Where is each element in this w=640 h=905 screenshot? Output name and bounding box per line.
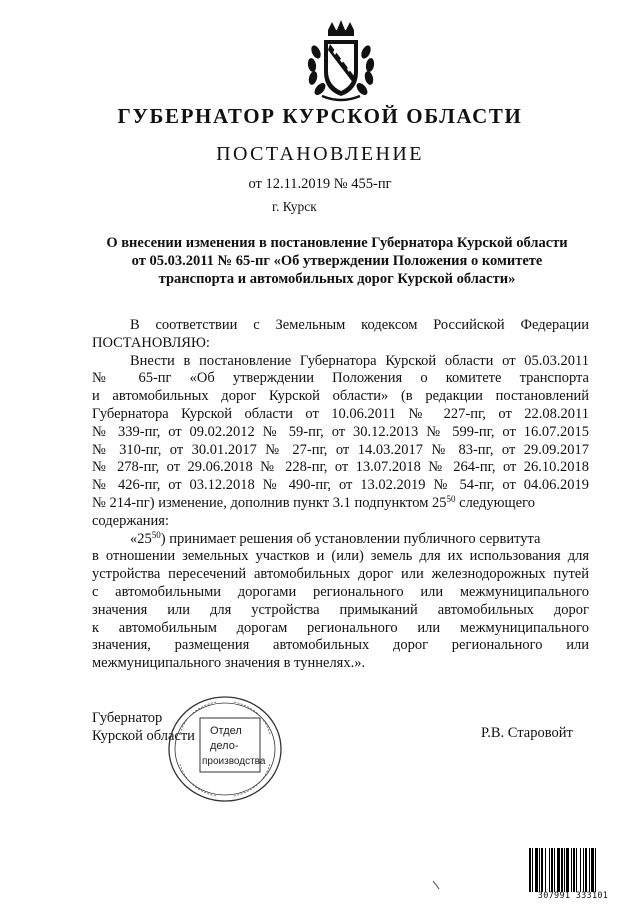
barcode-bar — [573, 848, 575, 892]
body-line: № 310-пг, от 30.01.2017 № 27-пг, от 14.03.2017 № 83-пг, от 29.09.2017 — [92, 441, 589, 458]
body-line: Губернатора Курской области от 10.06.2011 № 227-пг, от 22.08.2011 — [92, 405, 589, 422]
signatory-name: Р.В. Старовойт — [481, 725, 573, 741]
superscript: 50 — [151, 530, 161, 540]
heading-line: О внесении изменения в постановление Губернатора Курской области — [106, 235, 568, 251]
body-line: в отношении земельных участков и (или) земель для их использования для — [92, 548, 589, 565]
document-issuer-title: ГУБЕРНАТОР КУРСКОЙ ОБЛАСТИ — [117, 104, 523, 128]
body-line: № 426-пг, от 03.12.2018 № 490-пг, от 13.02.2019 № 54-пг, от 04.06.2019 — [92, 477, 589, 494]
signatory-position-line: Губернатор — [92, 710, 163, 726]
stamp-line: Отдел — [210, 725, 242, 737]
body-line — [92, 495, 589, 513]
barcode-bar — [576, 848, 577, 892]
barcode-bar — [535, 848, 538, 892]
body-line: значения, размещения автомобильных дорог регионального или — [92, 637, 589, 654]
body-text: ) принимает решения об установлении публичного сервитута — [160, 530, 541, 547]
body-line: Внести в постановление Губернатора Курской области от 05.03.2011 — [130, 352, 589, 369]
barcode-bar — [529, 848, 531, 892]
stamp-line: дело- — [210, 740, 239, 752]
document-body — [92, 317, 589, 673]
body-line: и автомобильных дорог Курской области» (в редакции постановлений — [92, 388, 589, 405]
barcode-bar — [561, 848, 563, 892]
body-line: № 339-пг, от 09.02.2012 № 59-пг, от 30.12.2013 № 599-пг, от 16.07.2015 — [92, 423, 589, 440]
body-line: В соответствии с Земельным кодексом Российской Федерации — [130, 317, 589, 333]
barcode-bar — [583, 848, 584, 892]
body-line: к автомобильным дорогам регионального или межмуниципального — [92, 619, 589, 636]
document-heading — [82, 234, 592, 288]
barcode-bar — [589, 848, 590, 892]
signatory-position-line: Курской области — [92, 728, 195, 744]
body-line — [92, 531, 589, 549]
body-line: устройства пересечений автомобильных дорог или железнодорожных путей — [92, 566, 589, 583]
barcode-bar — [549, 848, 550, 892]
body-line: № 65-пг «Об утверждении Положения о комитете транспорта — [92, 370, 589, 387]
barcode-bar — [591, 848, 594, 892]
barcode-bar — [580, 848, 581, 892]
barcode-bar — [557, 848, 560, 892]
document-type: ПОСТАНОВЛЕНИЕ — [216, 143, 424, 165]
barcode-bar — [554, 848, 555, 892]
document-city: г. Курск — [272, 199, 317, 214]
body-text: «25 — [130, 530, 152, 547]
body-line: содержания: — [92, 512, 170, 529]
heading-line: транспорта и автомобильных дорог Курской области» — [158, 271, 516, 287]
barcode-bar — [532, 848, 533, 892]
barcode-bar — [541, 848, 543, 892]
coat-of-arms-emblem — [302, 20, 380, 102]
office-stamp — [166, 694, 284, 804]
barcode-bar — [564, 848, 565, 892]
barcode-bar — [539, 848, 540, 892]
barcode-bar — [585, 848, 587, 892]
barcode-bar — [566, 848, 569, 892]
body-line: № 278-пг, от 29.06.2018 № 228-пг, от 13.07.2018 № 264-пг, от 26.10.2018 — [92, 459, 589, 476]
body-line: с автомобильными дорогами регионального или межмуниципального — [92, 583, 589, 600]
body-text: № 214-пг) изменение, дополнив пункт 3.1 подпунктом 25 — [92, 494, 447, 511]
body-line: межмуниципального значения в туннелях.». — [92, 655, 366, 672]
barcode-bar — [545, 848, 546, 892]
barcode — [529, 848, 617, 892]
body-line: ПОСТАНОВЛЯЮ: — [92, 334, 210, 351]
barcode-number: 307991 333101 — [537, 891, 609, 901]
body-line: значения или для устройства примыканий автомобильных дорог — [92, 601, 589, 618]
superscript: 50 — [446, 494, 456, 504]
barcode-bar — [571, 848, 572, 892]
barcode-bar — [551, 848, 553, 892]
document-date-number: от 12.11.2019 № 455-пг — [248, 176, 392, 192]
heading-line: от 05.03.2011 № 65-пг «Об утверждении Положения о комитете — [131, 253, 543, 269]
body-text: следующего — [455, 494, 535, 511]
barcode-bar — [595, 848, 596, 892]
stamp-line: производства — [202, 756, 266, 767]
pen-mark — [432, 880, 440, 890]
